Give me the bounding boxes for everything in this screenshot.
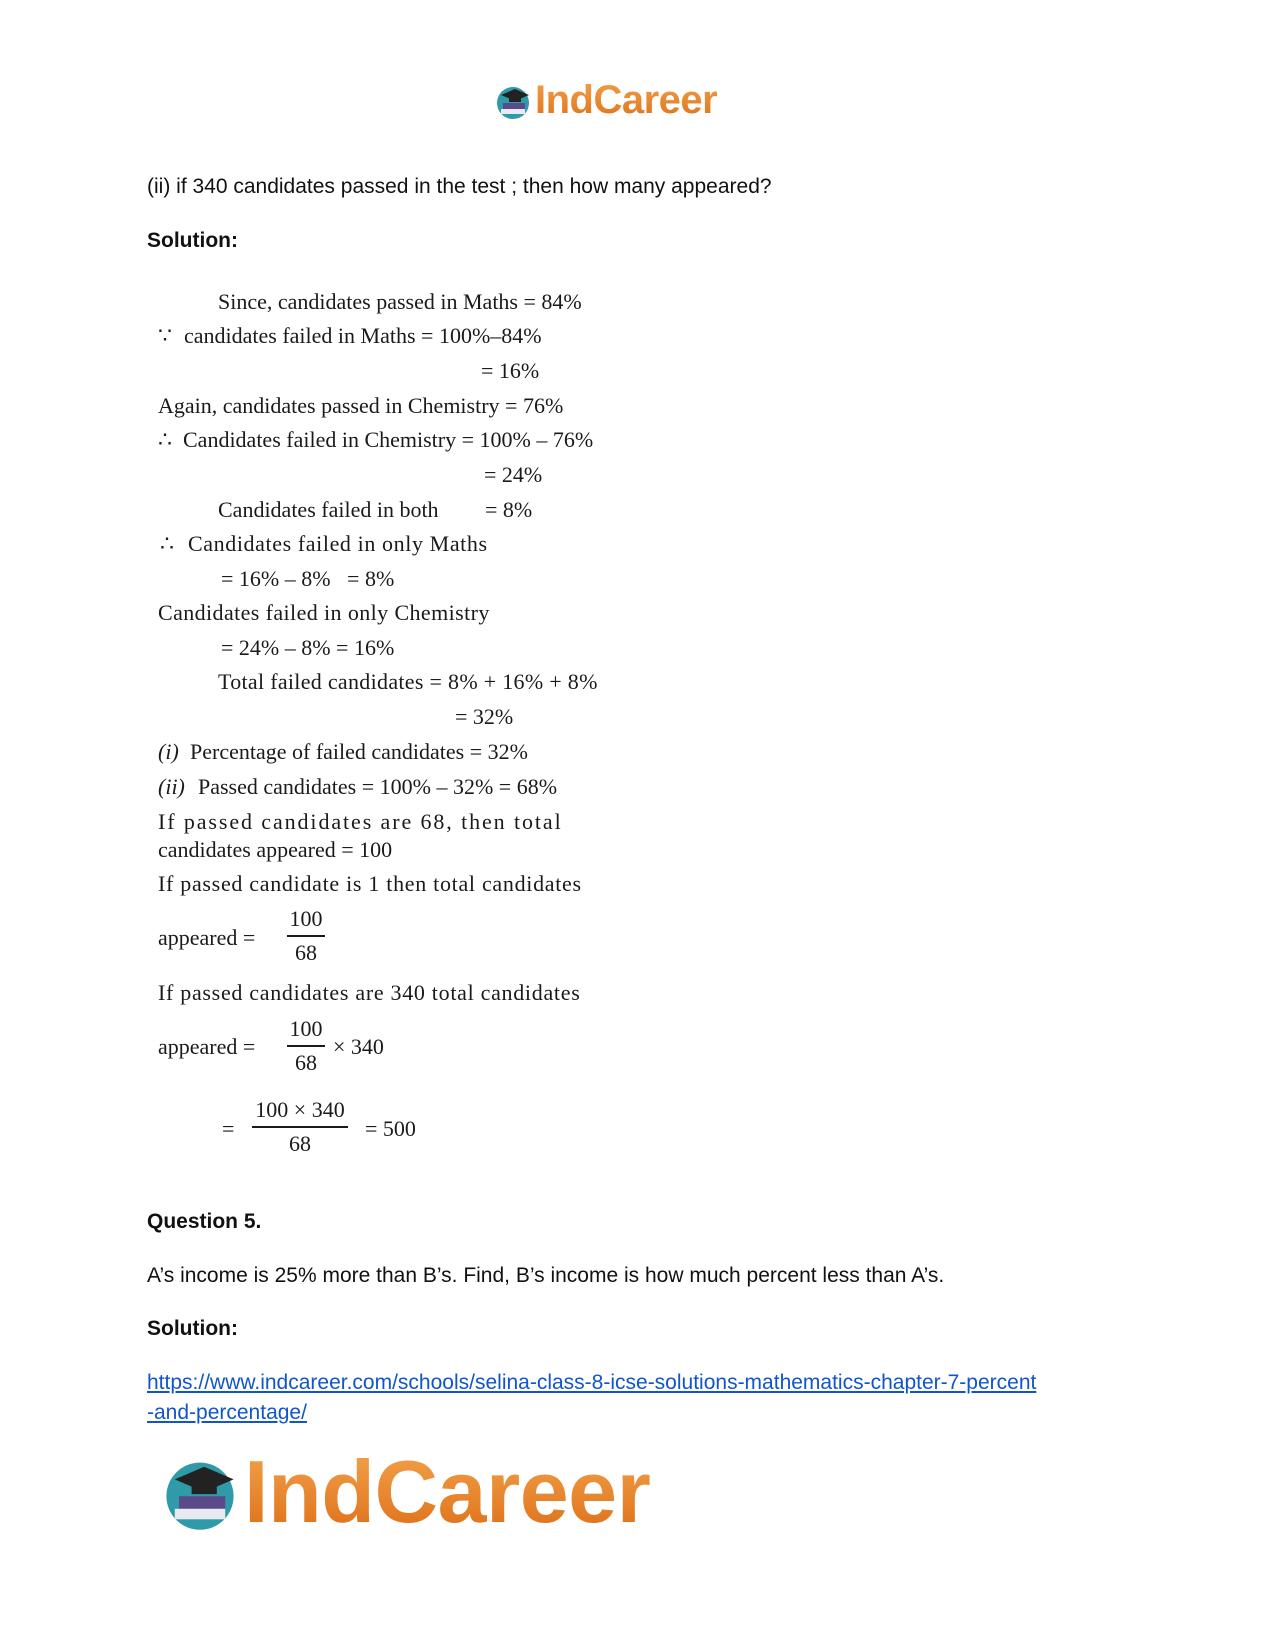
math-line: Candidates failed in both: [218, 497, 439, 522]
part-label: (i): [158, 739, 179, 764]
math-line: If passed candidate is 1 then total candidates: [158, 871, 582, 896]
math-line: Percentage of failed candidates = 32%: [190, 739, 528, 764]
graduation-cap-globe-books-icon: [493, 81, 533, 121]
math-line: = 16%: [481, 358, 540, 383]
solution-label: Solution:: [147, 229, 238, 252]
fraction-numerator: 100: [289, 906, 323, 931]
graduation-cap-globe-books-icon: [158, 1450, 242, 1534]
fraction-bar: [287, 1045, 325, 1047]
therefore-symbol: ∴: [160, 531, 174, 556]
fraction-denominator: 68: [295, 1049, 317, 1075]
fraction-bar: [287, 935, 325, 937]
math-line: × 340: [333, 1034, 384, 1059]
math-line: Again, candidates passed in Chemistry = 76%: [158, 393, 564, 418]
fraction-denominator: 68: [295, 939, 317, 965]
question-heading: Question 5.: [147, 1210, 262, 1233]
solution-label: Solution:: [147, 1317, 238, 1340]
link-line[interactable]: https://www.indcareer.com/schools/selina-class-8-icse-solutions-mathematics-chapter-7-percent: [147, 1371, 1037, 1394]
fraction: [252, 1097, 348, 1157]
math-line: appeared =: [158, 1034, 256, 1059]
math-line: candidates failed in Maths = 100%–84%: [184, 323, 542, 348]
math-line: If passed candidates are 68, then total: [158, 809, 563, 834]
fraction-denominator: 68: [289, 1130, 311, 1156]
fraction-numerator: 100 × 340: [255, 1097, 345, 1122]
math-line: =: [222, 1116, 235, 1141]
math-line: Passed candidates = 100% – 32% = 68%: [198, 774, 558, 799]
fraction: [287, 906, 325, 966]
math-line: = 32%: [455, 704, 514, 729]
brand-name: IndCareer: [244, 1442, 651, 1541]
math-line: appeared =: [158, 925, 256, 950]
math-line: Candidates failed in only Chemistry: [158, 600, 490, 625]
math-line: If passed candidates are 340 total candidates: [158, 980, 581, 1005]
math-line: Candidates failed in only Maths: [188, 531, 488, 556]
footer-logo: [158, 1442, 651, 1541]
math-line: Total failed candidates = 8% + 16% + 8%: [218, 669, 598, 694]
part-label: (ii): [158, 774, 185, 799]
math-line: = 8%: [485, 497, 533, 522]
solutions-link[interactable]: [147, 1368, 1036, 1428]
fraction: [287, 1016, 325, 1076]
math-line: = 24% – 8% = 16%: [221, 635, 395, 660]
fraction-bar: [252, 1126, 348, 1128]
math-line: Since, candidates passed in Maths = 84%: [218, 289, 582, 314]
therefore-symbol: ∴: [158, 427, 172, 452]
header-logo: [493, 78, 717, 123]
brand-name: IndCareer: [535, 78, 718, 122]
question-text: (ii) if 340 candidates passed in the test ; then how many appeared?: [147, 175, 772, 198]
math-line: candidates appeared = 100: [158, 837, 393, 862]
math-line: = 16% – 8% = 8%: [221, 566, 395, 591]
math-line: = 500: [365, 1116, 416, 1141]
question-text: A’s income is 25% more than B’s. Find, B’s income is how much percent less than A’s.: [147, 1264, 945, 1287]
link-line[interactable]: -and-percentage/: [147, 1401, 307, 1424]
math-line: Candidates failed in Chemistry = 100% – 76%: [183, 427, 594, 452]
math-line: = 24%: [484, 462, 543, 487]
because-symbol: ∵: [158, 323, 172, 348]
fraction-numerator: 100: [289, 1016, 323, 1041]
